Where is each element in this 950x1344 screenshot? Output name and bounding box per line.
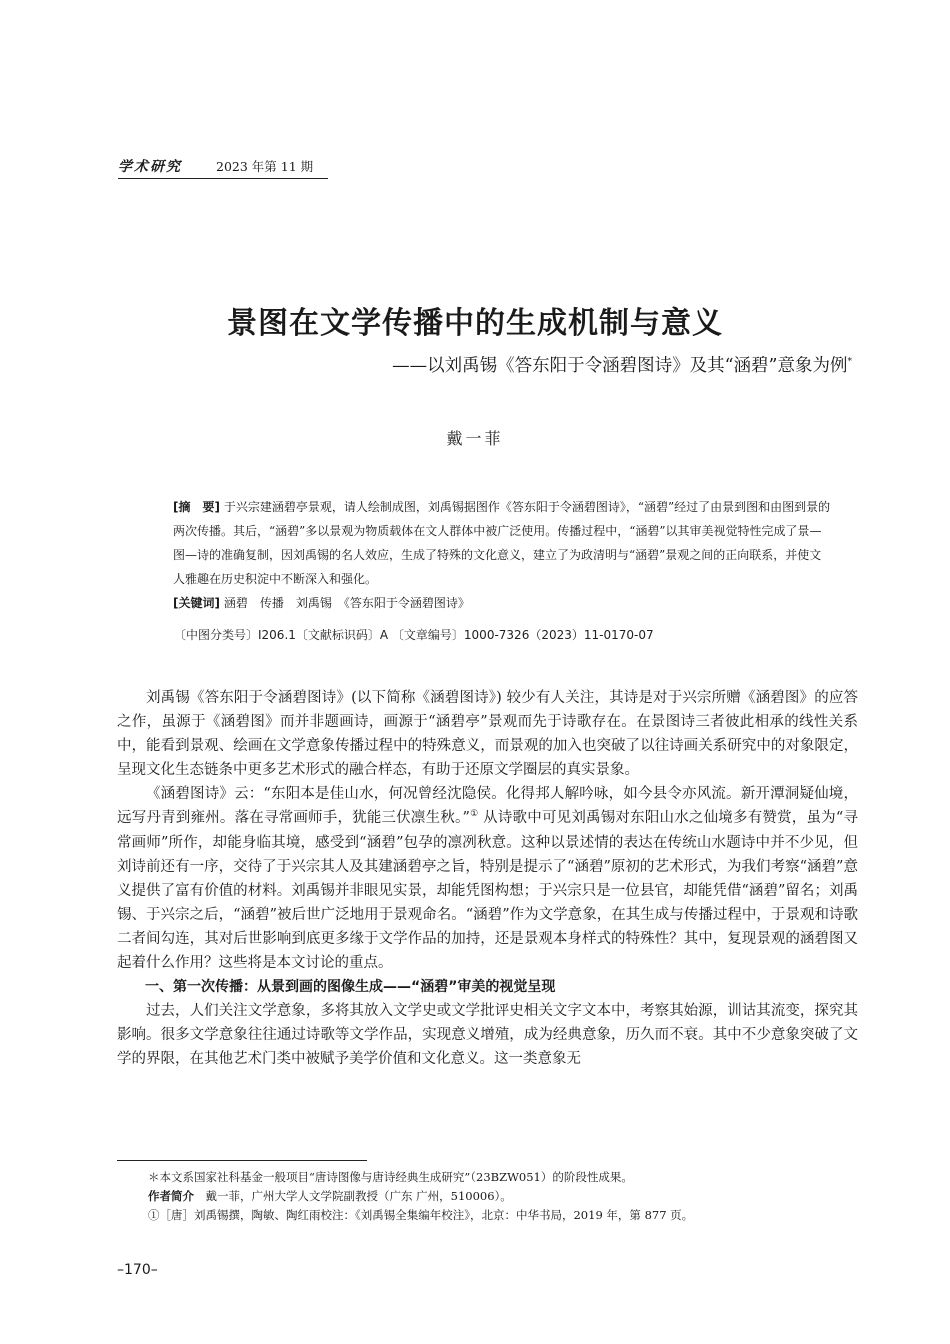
abstract-text: 于兴宗建涵碧亭景观，请人绘制成图，刘禹锡据图作《答东阳于令涵碧图诗》，“涵碧”经过了由景到图和由图到景的两次传播。其后，“涵碧”多以景观为物质载体在文人群体中被广泛使用。传播过程中，“涵碧”以其审美视觉特性完成了景—图—诗的准确复制，因刘禹锡的名人效应，生成了特殊的文化意义，建立了为政清明与“涵碧”景观之间的正向联系，并使文人雅趣在历史积淀中不断深入和强化。	[173, 500, 831, 586]
body-paragraph-2	[117, 782, 858, 975]
page-number: –170–	[117, 1262, 158, 1278]
subtitle-text: ——以刘禹锡《答东阳于令涵碧图诗》及其“涵碧”意象为例	[392, 356, 848, 376]
keywords-text: 涵碧 传播 刘禹锡 《答东阳于令涵碧图诗》	[223, 596, 470, 610]
author-bio-text: 戴一菲，广州大学人文学院副教授（广东 广州，510006）。	[205, 1189, 512, 1203]
abstract-label: [摘 要]	[173, 500, 220, 514]
running-header	[118, 156, 328, 179]
body-paragraph-1: 刘禹锡《答东阳于令涵碧图诗》(以下简称《涵碧图诗》) 较少有人关注，其诗是对于兴宗所赠《涵碧图》的应答之作，虽源于《涵碧图》而并非题画诗，画源于“涵碧亭”景观而先于诗歌存在。在景图诗三者彼此相承的线性关系中，能看到景观、绘画在文学意象传播过程中的特殊意义，而景观的加入也突破了以往诗画关系研究中的对象限定，呈现文化生态链条中更多艺术形式的融合样态，有助于还原文学圈层的真实景象。	[117, 690, 858, 779]
body-paragraph-3: 过去，人们关注文学意象，多将其放入文学史或文学批评史相关文字文本中，考察其始源，训诂其流变，探究其影响。很多文学意象往往通过诗歌等文学作品，实现意义增殖，成为经典意象，历久而不衰。其中不少意象突破了文学的界限，在其他艺术门类中被赋予美学价值和文化意义。这一类意象无	[117, 1003, 858, 1068]
classification-line: 〔中图分类号〕I206.1〔文献标识码〕A 〔文章编号〕1000-7326（2023）11-0170-07	[174, 628, 654, 642]
fund-note: ＊本文系国家社科基金一般项目“唐诗图像与唐诗经典生成研究”（23BZW051）的阶段性成果。	[148, 1170, 633, 1184]
subtitle-footnote-mark: *	[847, 357, 852, 368]
footnote-1: ①［唐］刘禹锡撰，陶敏、陶红雨校注：《刘禹锡全集编年校注》，北京：中华书局，2019 年，第 877 页。	[148, 1208, 694, 1222]
author-bio	[148, 1187, 848, 1206]
journal-logo: 学术研究	[118, 159, 182, 175]
poem-quote: 《涵碧图诗》云：“东阳本是佳山水，何况曾经沈隐侯。化得邦人解吟咏，如今县令亦风流。新开潭洞疑仙境，远写丹青到雍州。落在寻常画师手，犹能三伏凛生秋。”	[117, 786, 858, 827]
author-name: 戴一菲	[446, 429, 504, 448]
article-title: 景图在文学传播中的生成机制与意义	[227, 306, 723, 341]
article-body	[117, 686, 858, 1072]
section-heading-1: 一、第一次传播：从景到画的图像生成——“涵碧”审美的视觉呈现	[145, 979, 556, 996]
abstract-block	[121, 495, 831, 615]
footnotes	[148, 1168, 848, 1225]
author-bio-label: 作者简介	[148, 1189, 194, 1203]
footnote-rule	[117, 1160, 367, 1161]
article-subtitle	[392, 352, 852, 377]
keywords-label: [关键词]	[173, 596, 220, 610]
keywords-line	[121, 591, 831, 615]
abstract-paragraph	[121, 495, 831, 591]
issue-label: 2023 年第 11 期	[216, 159, 314, 174]
body-paragraph-2-rest: 从诗歌中可见刘禹锡对东阳山水之仙境多有赞赏，虽为“寻常画师”所作，却能身临其境，感受到“涵碧”包孕的凛冽秋意。这种以景述情的表达在传统山水题诗中并不少见，但刘诗前还有一序，交待了于兴宗其人及其建涵碧亭之旨，特别是提示了“涵碧”原初的艺术形式，为我们考察“涵碧”意义提供了富有价值的材料。刘禹锡并非眼见实景，却能凭图构想；于兴宗只是一位县官，却能凭借“涵碧”留名；刘禹锡、于兴宗之后，“涵碧”被后世广泛地用于景观命名。“涵碧”作为文学意象，在其生成与传播过程中，于景观和诗歌二者间勾连，其对后世影响到底更多缘于文学作品的加持，还是景观本身样式的特殊性？其中，复现景观的涵碧图又起着什么作用？这些将是本文讨论的重点。	[117, 810, 858, 972]
footnote-ref-1[interactable]: ①	[469, 809, 479, 820]
